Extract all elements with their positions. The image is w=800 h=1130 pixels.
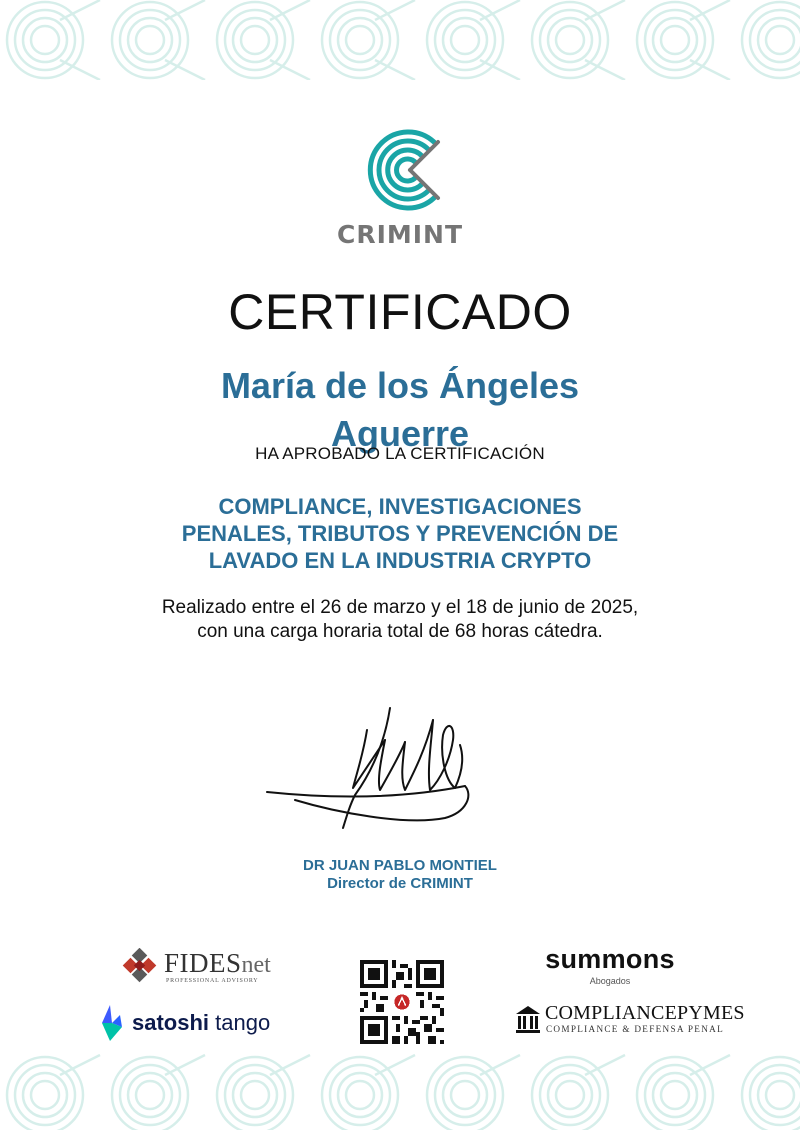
satoshi-tango-icon xyxy=(100,1005,126,1041)
recipient-name-line-1: María de los Ángeles xyxy=(220,365,580,406)
compliance-pymes-wordmark: COMPLIANCEPYMES xyxy=(545,1002,745,1024)
crimint-logo xyxy=(330,120,470,250)
approved-text: HA APROBADO LA CERTIFICACIÓN xyxy=(255,444,545,463)
satoshi-tango-wordmark xyxy=(132,1010,270,1036)
partner-logo-compliance-pymes xyxy=(515,1002,745,1042)
partner-logo-satoshi-tango xyxy=(100,1005,290,1045)
satoshi-name-a: satoshi xyxy=(132,1010,210,1035)
signer-name: DR JUAN PABLO MONTIEL xyxy=(303,857,497,874)
course-title xyxy=(150,493,650,574)
course-details xyxy=(100,596,700,644)
fides-diamond-icon xyxy=(122,948,158,984)
qr-code-icon xyxy=(360,960,444,1044)
summons-wordmark: summons xyxy=(545,944,675,974)
compliance-pymes-tagline: COMPLIANCE & DEFENSA PENAL xyxy=(546,1024,725,1034)
signer-block xyxy=(0,857,800,893)
course-details-line-2: con una carga horaria total de 68 horas cátedra. xyxy=(197,621,603,642)
course-title-line-3: LAVADO EN LA INDUSTRIA CRYPTO xyxy=(208,548,592,573)
summons-tagline: Abogados xyxy=(589,976,631,986)
signature xyxy=(255,700,485,835)
partner-logo-fides xyxy=(122,946,292,990)
signer-role: Director de CRIMINT xyxy=(327,875,473,892)
fides-wordmark xyxy=(164,948,271,979)
recipient-name-line-2: Aguerre xyxy=(330,413,470,454)
course-details-line-1: Realizado entre el 26 de marzo y el 18 de junio de 2025, xyxy=(161,597,639,618)
fides-name: FIDES xyxy=(164,948,242,978)
crimint-c-logo-icon xyxy=(330,120,470,220)
logo-wordmark: CRIMINT xyxy=(336,220,464,249)
fides-tagline: PROFESSIONAL ADVISORY xyxy=(166,978,259,984)
building-icon xyxy=(515,1004,541,1034)
page-title: CERTIFICADO xyxy=(228,284,572,340)
fides-suffix: net xyxy=(241,952,271,978)
decorative-pattern-top xyxy=(0,0,800,80)
course-title-line-2: PENALES, TRIBUTOS Y PREVENCIÓN DE xyxy=(181,521,619,546)
satoshi-name-b: tango xyxy=(209,1010,271,1035)
partner-logo-summons xyxy=(520,944,700,990)
decorative-pattern-bottom xyxy=(0,1050,800,1130)
course-title-line-1: COMPLIANCE, INVESTIGACIONES xyxy=(218,494,582,519)
